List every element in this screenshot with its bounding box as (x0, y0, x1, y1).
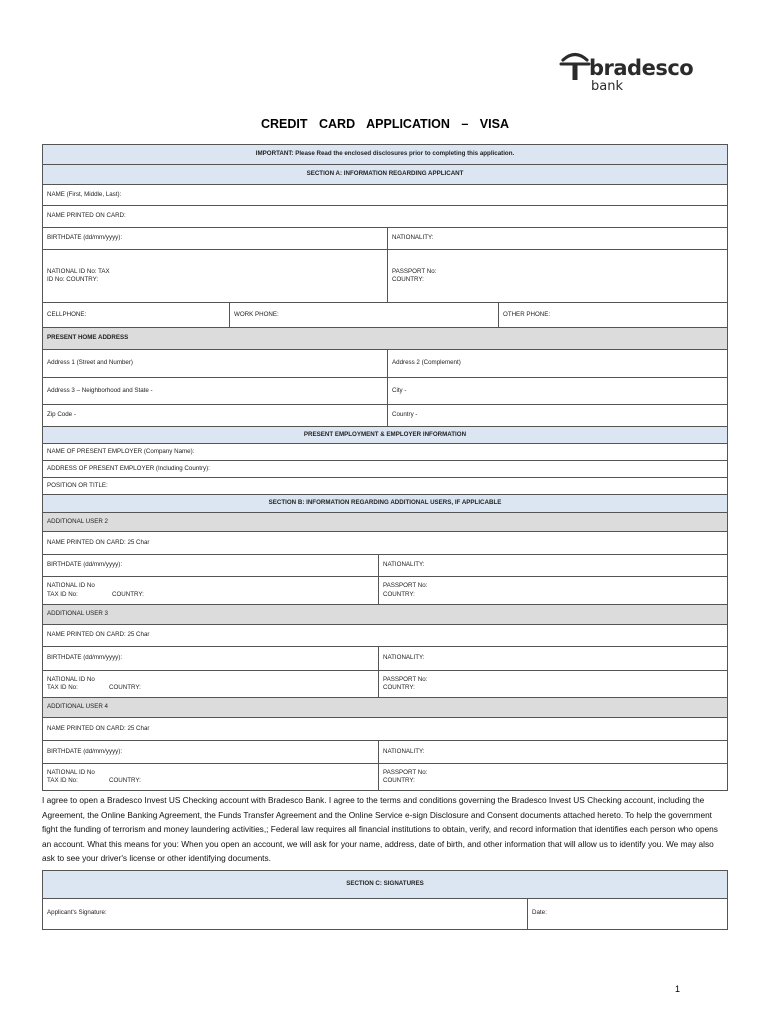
other-phone-field[interactable]: OTHER PHONE: (503, 310, 551, 318)
user-passport-field[interactable]: PASSPORT No: COUNTRY: (383, 768, 428, 784)
user-birthdate-field[interactable]: BIRTHDATE (dd/mm/yyyy): (43, 555, 379, 576)
tax-id-label: TAX ID No: (47, 777, 78, 784)
passport-field[interactable]: PASSPORT No: COUNTRY: (392, 267, 437, 283)
employer-address-field[interactable]: ADDRESS OF PRESENT EMPLOYER (Including Country): (47, 464, 210, 472)
birthdate-field[interactable]: BIRTHDATE (dd/mm/yyyy): (43, 228, 388, 249)
user-national-id-field[interactable] (43, 577, 379, 604)
work-phone-field[interactable]: WORK PHONE: (230, 303, 499, 327)
user-birthdate-field[interactable]: BIRTHDATE (dd/mm/yyyy): (43, 647, 379, 670)
page-title: CREDIT CARD APPLICATION – VISA (261, 117, 509, 131)
country-label: COUNTRY: (112, 590, 144, 598)
additional-user-label: ADDITIONAL USER 3 (43, 605, 727, 624)
zip-field[interactable]: Zip Code - (43, 405, 388, 426)
user-birthdate-field[interactable]: BIRTHDATE (dd/mm/yyyy): (43, 741, 379, 763)
country-label: COUNTRY: (109, 777, 141, 784)
page-number: 1 (675, 984, 681, 994)
national-id-field[interactable]: NATIONAL ID No: TAX ID No: COUNTRY: (43, 250, 388, 302)
nationality-field[interactable]: NATIONALITY: (392, 234, 434, 242)
date-field[interactable]: Date: (532, 909, 547, 917)
name-printed-field[interactable]: NAME PRINTED ON CARD: (47, 212, 126, 220)
national-id-label: NATIONAL ID No (47, 768, 95, 776)
tax-id-label: TAX ID No: (47, 684, 78, 691)
user-nationality-field[interactable]: NATIONALITY: (383, 654, 425, 662)
user-nationality-field[interactable]: NATIONALITY: (383, 747, 425, 755)
additional-user-label: ADDITIONAL USER 2 (43, 513, 727, 531)
address1-field[interactable]: Address 1 (Street and Number) (43, 350, 388, 377)
bradesco-tree-icon (557, 47, 593, 83)
agreement-text: I agree to open a Bradesco Invest US Checking account with Bradesco Bank. I agree to the terms and conditions governing the Bradesco Invest US Checking account, including the Agreement, the Online Banking Agreement, the Funds Transfer Agreement and the Online Service e-sign Disclosure and Consent documents attached hereto. To help the government fight the funding of terrorism and money laundering activities,; Federal law requires all financial institutions to obtain, verify, and record information that identifies each person who opens an account. What this means for you: When you open an account, we will ask for your name, address, date of birth, and other information that will allow us to identify you. We may also ask to see your driver's license or other identifying documents. (42, 791, 728, 871)
section-b-header: SECTION B: INFORMATION REGARDING ADDITIONAL USERS, IF APPLICABLE (43, 495, 727, 512)
user-name-printed-field[interactable]: NAME PRINTED ON CARD: 25 Char (47, 538, 150, 546)
application-form (42, 144, 728, 930)
country-field[interactable]: Country - (392, 411, 418, 419)
position-field[interactable]: POSITION OR TITLE: (47, 481, 108, 489)
address3-field[interactable]: Address 3 – Neighborhood and State - (43, 378, 388, 404)
signature-field[interactable]: Applicant's Signature: (43, 899, 528, 929)
employer-name-field[interactable]: NAME OF PRESENT EMPLOYER (Company Name): (47, 447, 195, 455)
logo-subtitle: bank (591, 79, 623, 94)
user-nationality-field[interactable]: NATIONALITY: (383, 561, 425, 569)
home-address-header: PRESENT HOME ADDRESS (43, 328, 727, 349)
user-name-printed-field[interactable]: NAME PRINTED ON CARD: 25 Char (47, 724, 150, 732)
city-field[interactable]: City - (392, 386, 407, 394)
tax-id-label: TAX ID No: (47, 590, 78, 598)
employment-header: PRESENT EMPLOYMENT & EMPLOYER INFORMATION (43, 427, 727, 443)
user-passport-field[interactable]: PASSPORT No: COUNTRY: (383, 675, 428, 691)
national-id-label: NATIONAL ID No (47, 582, 95, 590)
important-notice: IMPORTANT: Please Read the enclosed disclosures prior to completing this application. (43, 145, 727, 164)
name-field[interactable]: NAME (First, Middle, Last): (47, 190, 122, 198)
logo-wordmark: bradesco (589, 56, 694, 80)
section-a-header: SECTION A: INFORMATION REGARDING APPLICANT (43, 165, 727, 184)
country-label: COUNTRY: (109, 684, 141, 691)
address2-field[interactable]: Address 2 (Complement) (392, 359, 461, 367)
cellphone-field[interactable]: CELLPHONE: (43, 303, 230, 327)
user-national-id-field[interactable] (43, 671, 379, 697)
national-id-label: NATIONAL ID No (47, 675, 95, 683)
additional-user-label: ADDITIONAL USER 4 (43, 698, 727, 717)
section-c-header: SECTION C: SIGNATURES (43, 871, 727, 898)
bradesco-logo (557, 47, 694, 97)
user-passport-field[interactable]: PASSPORT No: COUNTRY: (383, 582, 428, 598)
user-national-id-field[interactable] (43, 764, 379, 790)
user-name-printed-field[interactable]: NAME PRINTED ON CARD: 25 Char (47, 631, 150, 639)
